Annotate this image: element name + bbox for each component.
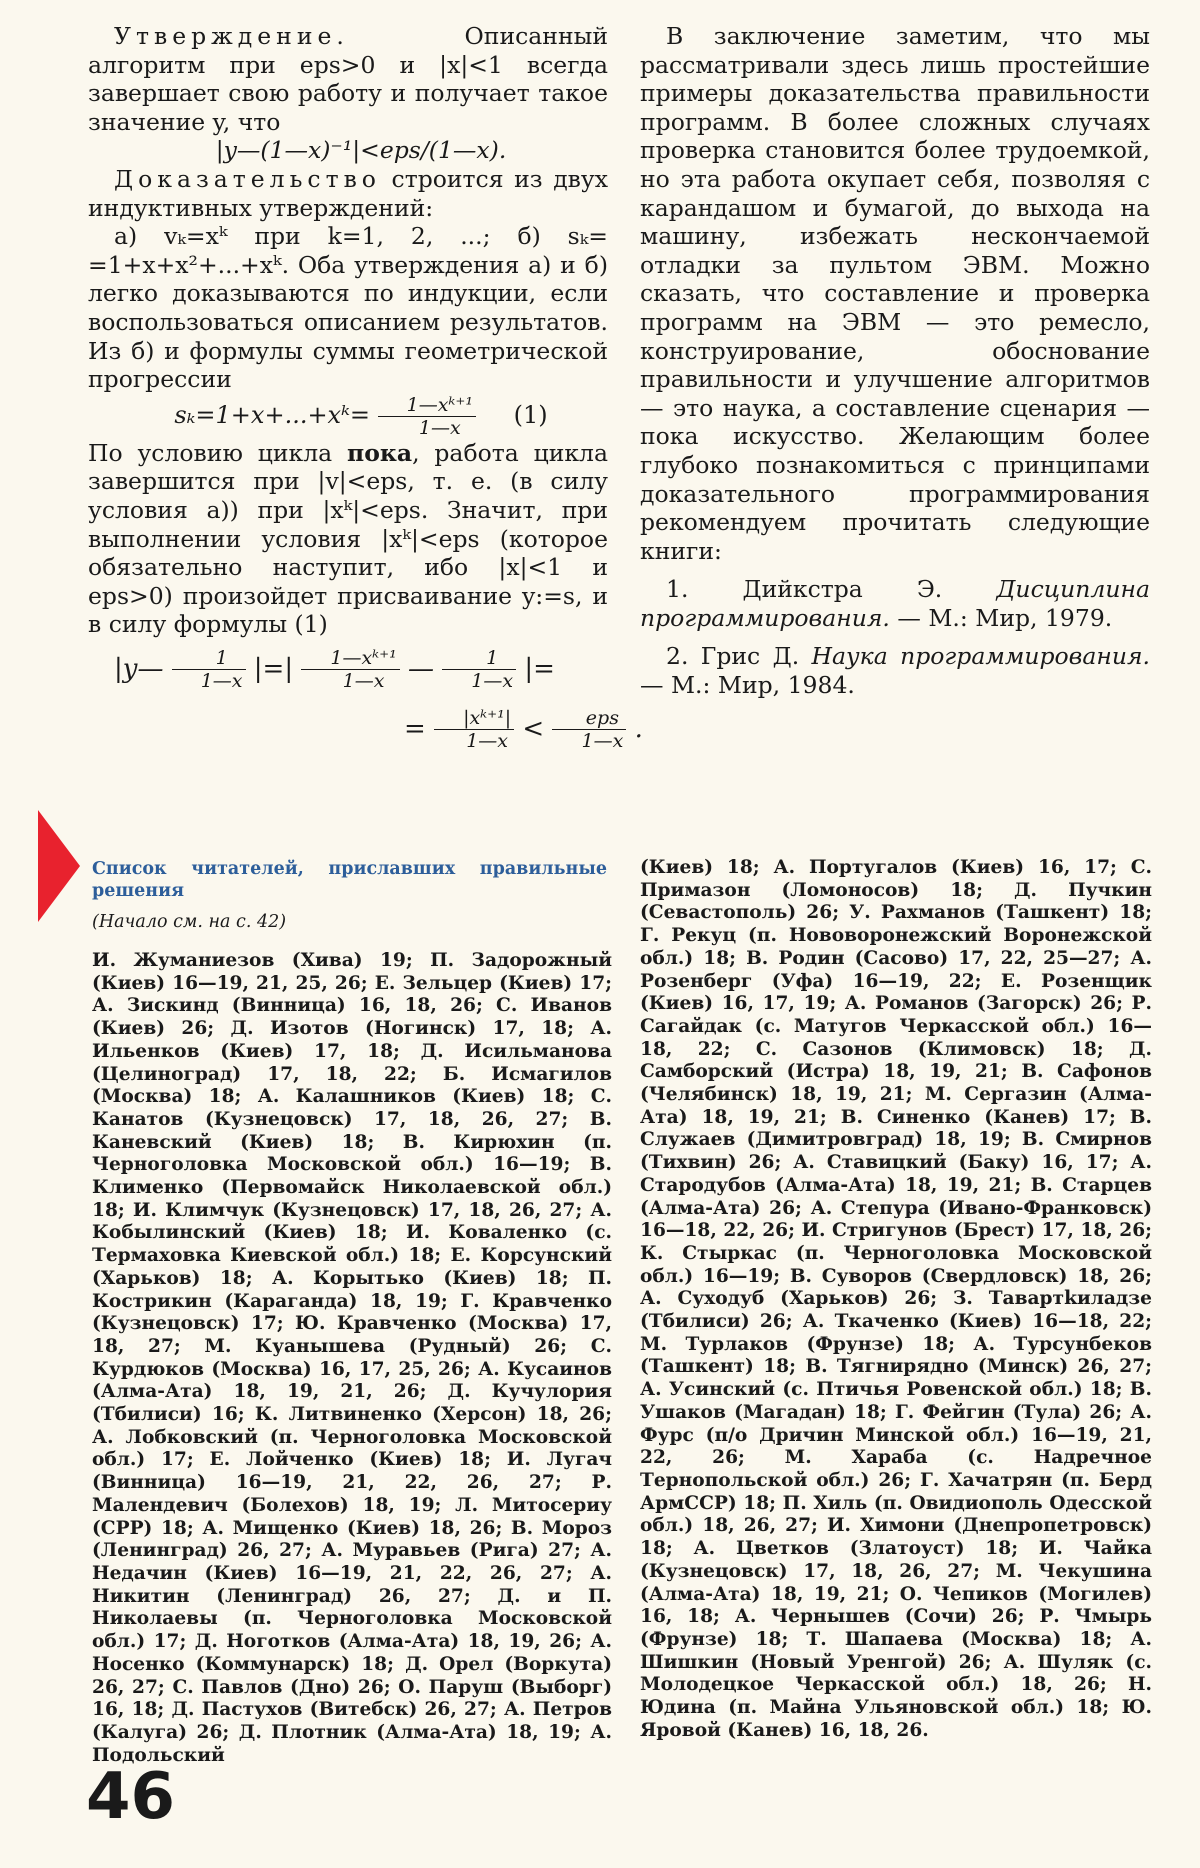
- loop-condition-paragraph: [88, 439, 608, 639]
- proof-paragraph: [88, 165, 608, 222]
- red-triangle-marker: [38, 810, 80, 922]
- eq1-fraction-1: [172, 647, 246, 692]
- formula2-left: sₖ=1+x+...+xᵏ=: [174, 400, 370, 429]
- eq2-b: <: [522, 713, 545, 744]
- ref2-publisher: — М.: Мир, 1984.: [640, 671, 855, 700]
- eq1-a: |y—: [114, 653, 164, 684]
- formula2-numerator: 1—xᵏ⁺¹: [378, 394, 476, 417]
- eq1-f3-den: 1—x: [471, 670, 514, 693]
- eq2-f1-num: |xᵏ⁺¹|: [434, 707, 514, 730]
- p4-b: , работа цикла завершится при |v|<eps, т. е. (в силу условия а)) при |xᵏ|<eps. Значит, при выполнении условия |xᵏ|<eps (которое обязательно наступит, ибо |x|<1 и eps>0) произойдет присваивание y:=s, и в силу формулы (1): [88, 438, 608, 639]
- eq1-f1-num: 1: [172, 647, 246, 670]
- eq1-d: |=: [524, 653, 555, 684]
- statement-label: Утверждение.: [114, 22, 349, 50]
- eq2-f2-den: 1—x: [581, 730, 624, 753]
- eq2-fraction-1: [434, 707, 514, 752]
- reference-1: [640, 575, 1150, 632]
- left-article-column: [88, 22, 643, 759]
- readers-list-heading: Список читателей, приславших правильные решения: [92, 859, 607, 901]
- conclusion-paragraph: В заключение заметим, что мы рассматривали здесь лишь простейшие примеры доказательства правильности программ. В более сложных случаях проверка становится более трудоемкой, но эта работа окупает себя, позволяя с карандашом и бумагой, до выхода на машину, избежать нескончаемой отладки за пультом ЭВМ. Можно сказать, что составление и проверка программ на ЭВМ — это ремесло, конструирование, обоснование правильности и улучшение алгоритмов — это наука, а составление сценария — пока искусство. Желающим более глубоко познакомиться с принципами доказательного программирования рекомендуем прочитать следующие книги:: [640, 22, 1150, 565]
- equation-line-2: [88, 699, 643, 759]
- ref2-author: 2. Грис Д.: [666, 642, 812, 671]
- eq1-b: |=|: [253, 653, 294, 684]
- eq1-c: —: [408, 653, 435, 684]
- p4-a: По условию цикла: [88, 438, 347, 467]
- formula-bound: |y—(1—x)⁻¹|<eps/(1—x).: [215, 136, 507, 165]
- formula2-fraction: [378, 394, 476, 439]
- eq2-f2-num: eps: [552, 707, 626, 730]
- eq2-f1-den: 1—x: [466, 730, 509, 753]
- right-article-column: [640, 22, 1150, 700]
- eq2-a: =: [404, 713, 426, 744]
- proof-label: Доказательство: [114, 164, 381, 193]
- formula-geometric-sum: [88, 394, 608, 439]
- formula2-denominator: 1—x: [418, 416, 461, 439]
- ref2-title: Наука программирования.: [811, 642, 1150, 671]
- formula2-tag: (1): [513, 400, 548, 429]
- eq1-f2-den: 1—x: [342, 670, 385, 693]
- statement-text: Описанный алгоритм при eps>0 и |x|<1 всегда завершает свою работу и получает такое значение y, что: [88, 22, 608, 136]
- induction-paragraph: а) vₖ=xᵏ при k=1, 2, ...; б) sₖ= =1+x+x²+...+xᵏ. Оба утверждения а) и б) легко доказываются по индукции, если воспользоваться описанием результатов. Из б) и формулы суммы геометрической прогрессии: [88, 222, 608, 394]
- keyword-poka: пока: [347, 438, 413, 467]
- readers-list-subheading: (Начало см. на с. 42): [92, 912, 287, 932]
- eq1-f3-num: 1: [442, 647, 516, 670]
- page-number: 46: [86, 1760, 176, 1834]
- proof-text: строится из двух индуктивных утверждений:: [88, 164, 608, 222]
- ref1-author: 1. Дийкстра Э.: [666, 575, 997, 604]
- ref1-title: Дисциплина программирования.: [640, 575, 1150, 632]
- eq1-fraction-3: [442, 647, 516, 692]
- eq2-fraction-2: [552, 707, 626, 752]
- readers-list-right: (Киев) 18; А. Португалов (Киев) 16, 17; С. Примазон (Ломоносов) 18; Д. Пучкин (Севастополь) 26; У. Рахманов (Ташкент) 18; Г. Рекуц (п. Нововоронежский Воронежской обл.) 18; В. Родин (Сасово) 17, 22, 25—27; А. Розенберг (Уфа) 16—19, 22; Е. Розенщик (Киев) 16, 17, 19; А. Романов (Загорск) 26; Р. Сагайдак (с. Матугов Черкасской обл.) 16—18, 22; С. Сазонов (Климовск) 18; Д. Самборский (Истра) 18, 19, 21; В. Сафонов (Челябинск) 18, 19, 21; М. Сергазин (Алма-Ата) 18, 19, 21; В. Синенко (Канев) 17; В. Служаев (Димитровград) 18, 19; В. Смирнов (Тихвин) 26; А. Ставицкий (Баку) 16, 17; А. Стародубов (Алма-Ата) 18, 19, 21; В. Старцев (Алма-Ата) 26; А. Степура (Ивано-Франковск) 16—18, 22, 26; И. Стригунов (Брест) 17, 18, 26; К. Стыркас (п. Черноголовка Московской обл.) 16—19; В. Суворов (Свердловск) 18, 26; А. Суходуб (Харьков) 26; З. Тавартkиладзе (Тбилиси) 26; А. Ткаченко (Киев) 16—18, 22; М. Турлаков (Фрунзе) 18; А. Турсунбеков (Ташкент) 18; В. Тягнирядно (Минск) 26, 27; А. Усинский (с. Птичья Ровенской обл.) 18; В. Ушаков (Магадан) 18; Г. Фейгин (Тула) 26; А. Фурс (п/о Дричин Минской обл.) 16—19, 21, 22, 26; М. Хараба (с. Надречное Тернопольской обл.) 26; Г. Хачатрян (п. Берд АрмССР) 18; П. Хиль (п. Овидиополь Одесской обл.) 18, 26, 27; И. Химони (Днепропетровск) 18; А. Цветков (Златоуст) 18; И. Чайка (Кузнецовск) 17, 18, 26, 27; М. Чекушина (Алма-Ата) 18, 19, 21; О. Чепиков (Могилев) 16, 18; А. Чернышев (Сочи) 26; Р. Чмырь (Фрунзе) 18; Т. Шапаева (Москва) 18; А. Шишкин (Новый Уренгой) 26; А. Шуляк (с. Молодецкое Черкасской обл.) 18, 26; Н. Юдина (п. Майна Ульяновской обл.) 18; Ю. Яровой (Канев) 16, 18, 26.: [640, 857, 1152, 1741]
- statement-paragraph: [88, 22, 608, 136]
- eq1-f2-num: 1—xᵏ⁺¹: [301, 647, 399, 670]
- readers-list-left: И. Жуманиезов (Хива) 19; П. Задорожный (Киев) 16—19, 21, 25, 26; Е. Зельцер (Киев) 17; А. Зискинд (Винница) 16, 18, 26; С. Иванов (Киев) 26; Д. Изотов (Ногинск) 17, 18; А. Ильенков (Киев) 17, 18; Д. Исильманова (Целиноград) 17, 18, 22; Б. Исмагилов (Москва) 18; А. Калашников (Киев) 18; С. Канатов (Кузнецовск) 17, 18, 26, 27; В. Каневский (Киев) 18; В. Кирюхин (п. Черноголовка Московской обл.) 16—19; В. Клименко (Первомайск Николаевской обл.) 18; И. Климчук (Кузнецовск) 17, 18, 26, 27; А. Кобылинский (Киев) 18; И. Коваленко (с. Термаховка Киевской обл.) 18; Е. Корсунский (Харьков) 18; А. Корытько (Киев) 18; П. Кострикин (Караганда) 18, 19; Г. Кравченко (Кузнецовск) 17; Ю. Кравченко (Москва) 17, 18, 27; М. Куанышева (Рудный) 26; С. Курдюков (Москва) 16, 17, 25, 26; А. Кусаинов (Алма-Ата) 18, 19, 21, 26; Д. Кучулория (Тбилиси) 16; К. Литвиненко (Херсон) 18, 26; А. Лобковский (п. Черноголовка Московской обл.) 17; Е. Лойченко (Киев) 18; И. Лугач (Винница) 16—19, 21, 22, 26, 27; Р. Малендевич (Болехов) 18, 19; Л. Митосериу (СРР) 18; А. Мищенко (Киев) 18, 26; В. Мороз (Ленинград) 26, 27; А. Муравьев (Рига) 27; А. Недачин (Киев) 16—19, 21, 22, 26, 27; А. Никитин (Ленинград) 26, 27; Д. и П. Николаевы (п. Черноголовка Московской обл.) 17; Д. Ноготков (Алма-Ата) 18, 19, 26; А. Носенко (Коммунарск) 18; Д. Орел (Воркута) 26, 27; С. Павлов (Дно) 26; О. Паруш (Выборг) 16, 18; Д. Пастухов (Витебск) 26, 27; А. Петров (Калуга) 26; Д. Плотник (Алма-Ата) 18, 19; А. Подольский: [92, 950, 612, 1766]
- eq1-fraction-2: [301, 647, 399, 692]
- reference-2: [640, 642, 1150, 699]
- equation-line-1: [88, 639, 608, 699]
- eq1-f1-den: 1—x: [200, 670, 243, 693]
- eq2-c: .: [634, 713, 643, 744]
- ref1-publisher: — М.: Мир, 1979.: [889, 603, 1113, 632]
